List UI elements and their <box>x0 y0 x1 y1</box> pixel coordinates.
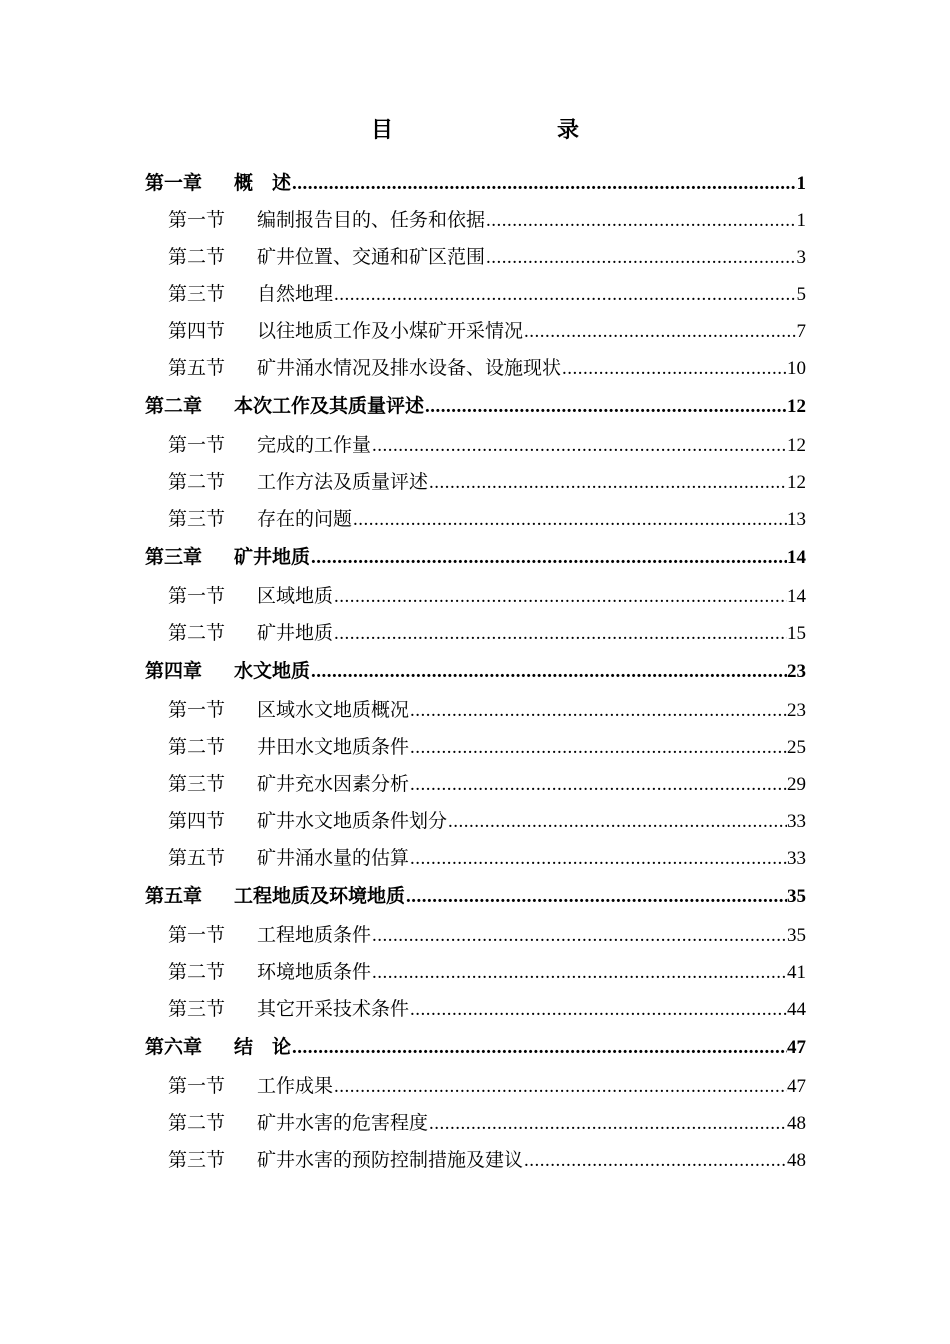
page-number: 13 <box>787 509 806 530</box>
page-number: 47 <box>787 1076 806 1097</box>
page-number: 14 <box>787 586 806 607</box>
section-number: 第二节 <box>168 623 226 644</box>
page-number: 12 <box>787 396 806 417</box>
section-title: 区域地质 <box>257 586 334 607</box>
section-number: 第三节 <box>168 1150 226 1171</box>
section-title: 其它开采技术条件 <box>257 999 410 1020</box>
chapter-number: 第一章 <box>145 173 203 194</box>
section-title: 矿井位置、交通和矿区范围 <box>257 247 486 268</box>
dot-leader <box>410 766 787 803</box>
chapter-title: 水文地质 <box>234 661 311 682</box>
page-number: 33 <box>787 811 806 832</box>
page-number: 23 <box>787 700 806 721</box>
page-number: 1 <box>796 210 806 231</box>
section-number: 第二节 <box>168 247 226 268</box>
section-title: 工作成果 <box>257 1076 334 1097</box>
page-number: 23 <box>787 661 806 682</box>
section-title: 矿井充水因素分析 <box>257 774 410 795</box>
page-number: 1 <box>796 173 806 194</box>
section-title: 矿井涌水量的估算 <box>257 848 410 869</box>
dot-leader <box>410 991 787 1028</box>
section-number: 第四节 <box>168 321 226 342</box>
dot-leader <box>334 276 796 313</box>
page-number: 12 <box>787 435 806 456</box>
section-title: 矿井地质 <box>257 623 334 644</box>
page-number: 5 <box>796 284 806 305</box>
dot-leader <box>425 387 787 427</box>
section-number: 第三节 <box>168 774 226 795</box>
table-of-contents <box>145 166 806 1179</box>
dot-leader <box>448 803 787 840</box>
toc-chapter-entry[interactable] <box>145 652 806 692</box>
toc-section-entry[interactable] <box>145 729 806 766</box>
dot-leader <box>410 729 787 766</box>
section-number: 第一节 <box>168 210 226 231</box>
page-number: 47 <box>787 1037 806 1058</box>
toc-section-entry[interactable] <box>145 1105 806 1142</box>
toc-section-entry[interactable] <box>145 991 806 1028</box>
section-title: 矿井水害的危害程度 <box>257 1113 429 1134</box>
section-title: 存在的问题 <box>257 509 353 530</box>
toc-chapter-entry[interactable] <box>145 538 806 578</box>
page-number: 12 <box>787 472 806 493</box>
dot-leader <box>406 877 787 917</box>
section-number: 第三节 <box>168 999 226 1020</box>
section-number: 第二节 <box>168 962 226 983</box>
toc-section-entry[interactable] <box>145 239 806 276</box>
toc-chapter-entry[interactable] <box>145 166 806 202</box>
chapter-title: 工程地质及环境地质 <box>234 886 406 907</box>
section-title: 以往地质工作及小煤矿开采情况 <box>257 321 524 342</box>
dot-leader <box>524 1142 787 1179</box>
dot-leader <box>311 538 787 578</box>
section-title: 区域水文地质概况 <box>257 700 410 721</box>
toc-chapter-entry[interactable] <box>145 387 806 427</box>
page-number: 35 <box>787 886 806 907</box>
dot-leader <box>410 840 787 877</box>
chapter-number: 第三章 <box>145 547 203 568</box>
chapter-number: 第四章 <box>145 661 203 682</box>
toc-section-entry[interactable] <box>145 954 806 991</box>
toc-section-entry[interactable] <box>145 464 806 501</box>
section-number: 第三节 <box>168 509 226 530</box>
page-number: 29 <box>787 774 806 795</box>
section-number: 第一节 <box>168 435 226 456</box>
page-number: 25 <box>787 737 806 758</box>
section-number: 第二节 <box>168 1113 226 1134</box>
chapter-title: 结 论 <box>234 1037 292 1058</box>
section-title: 工作方法及质量评述 <box>257 472 429 493</box>
toc-section-entry[interactable] <box>145 313 806 350</box>
section-number: 第一节 <box>168 700 226 721</box>
toc-section-entry[interactable] <box>145 578 806 615</box>
chapter-title: 概 述 <box>234 173 292 194</box>
section-number: 第三节 <box>168 284 226 305</box>
section-number: 第四节 <box>168 811 226 832</box>
section-title: 完成的工作量 <box>257 435 372 456</box>
dot-leader <box>292 1028 787 1068</box>
toc-section-entry[interactable] <box>145 1068 806 1105</box>
section-title: 矿井水害的预防控制措施及建议 <box>257 1150 524 1171</box>
section-title: 自然地理 <box>257 284 334 305</box>
page-number: 14 <box>787 547 806 568</box>
section-number: 第五节 <box>168 358 226 379</box>
section-title: 编制报告目的、任务和依据 <box>257 210 486 231</box>
toc-section-entry[interactable] <box>145 202 806 239</box>
dot-leader <box>353 501 787 538</box>
toc-chapter-entry[interactable] <box>145 877 806 917</box>
section-title: 矿井水文地质条件划分 <box>257 811 448 832</box>
section-number: 第一节 <box>168 586 226 607</box>
dot-leader <box>486 239 796 276</box>
dot-leader <box>292 166 796 202</box>
dot-leader <box>311 652 787 692</box>
page-number: 48 <box>787 1150 806 1171</box>
dot-leader <box>372 917 787 954</box>
dot-leader <box>334 578 787 615</box>
section-title: 工程地质条件 <box>257 925 372 946</box>
toc-section-entry[interactable] <box>145 501 806 538</box>
toc-section-entry[interactable] <box>145 276 806 313</box>
dot-leader <box>429 1105 787 1142</box>
chapter-title: 本次工作及其质量评述 <box>234 396 425 417</box>
dot-leader <box>372 427 787 464</box>
section-title: 矿井涌水情况及排水设备、设施现状 <box>257 358 562 379</box>
toc-section-entry[interactable] <box>145 427 806 464</box>
toc-title: 目 录 <box>370 117 619 142</box>
toc-section-entry[interactable] <box>145 615 806 652</box>
toc-section-entry[interactable] <box>145 917 806 954</box>
section-number: 第一节 <box>168 925 226 946</box>
section-number: 第二节 <box>168 737 226 758</box>
page-number: 35 <box>787 925 806 946</box>
toc-section-entry[interactable] <box>145 350 806 387</box>
page-number: 48 <box>787 1113 806 1134</box>
toc-section-entry[interactable] <box>145 840 806 877</box>
dot-leader <box>486 202 796 239</box>
dot-leader <box>372 954 787 991</box>
toc-chapter-entry[interactable] <box>145 1028 806 1068</box>
chapter-number: 第六章 <box>145 1037 203 1058</box>
page-number: 15 <box>787 623 806 644</box>
page-number: 7 <box>796 321 806 342</box>
page-number: 44 <box>787 999 806 1020</box>
section-number: 第二节 <box>168 472 226 493</box>
chapter-number: 第五章 <box>145 886 203 907</box>
toc-section-entry[interactable] <box>145 766 806 803</box>
chapter-number: 第二章 <box>145 396 203 417</box>
dot-leader <box>524 313 796 350</box>
section-title: 井田水文地质条件 <box>257 737 410 758</box>
page-number: 3 <box>796 247 806 268</box>
dot-leader <box>334 615 787 652</box>
page-number: 41 <box>787 962 806 983</box>
toc-section-entry[interactable] <box>145 692 806 729</box>
page-number: 33 <box>787 848 806 869</box>
section-title: 环境地质条件 <box>257 962 372 983</box>
toc-section-entry[interactable] <box>145 803 806 840</box>
chapter-title: 矿井地质 <box>234 547 311 568</box>
dot-leader <box>562 350 787 387</box>
section-number: 第五节 <box>168 848 226 869</box>
toc-section-entry[interactable] <box>145 1142 806 1179</box>
dot-leader <box>429 464 787 501</box>
dot-leader <box>334 1068 787 1105</box>
page-number: 10 <box>787 358 806 379</box>
dot-leader <box>410 692 787 729</box>
section-number: 第一节 <box>168 1076 226 1097</box>
